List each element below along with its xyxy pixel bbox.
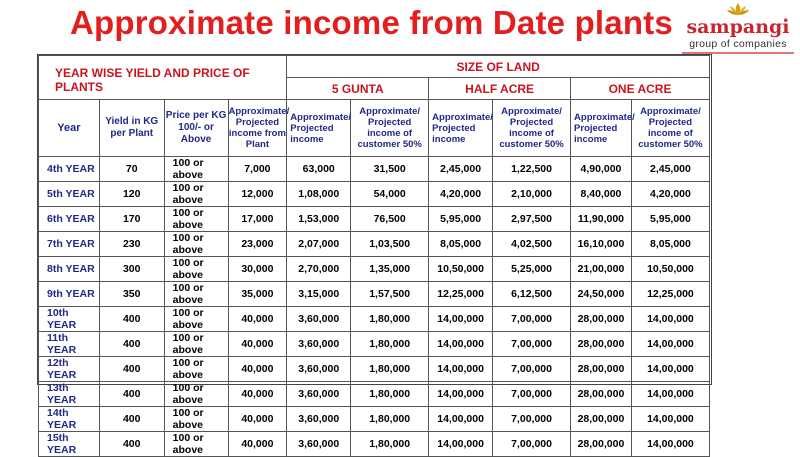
table-cell: 100 or above bbox=[164, 332, 228, 357]
table-cell: 14,00,000 bbox=[429, 357, 493, 382]
table-cell: 400 bbox=[99, 432, 164, 457]
table-cell: 100 or above bbox=[164, 407, 228, 432]
table-cell: 3,60,000 bbox=[287, 382, 351, 407]
table-cell: 14th YEAR bbox=[39, 407, 100, 432]
table-cell: 14,00,000 bbox=[429, 332, 493, 357]
table-row bbox=[39, 332, 710, 357]
table-cell: 6th YEAR bbox=[39, 207, 100, 232]
table-row bbox=[39, 432, 710, 457]
table-cell: 28,00,000 bbox=[571, 407, 632, 432]
table-cell: 9th YEAR bbox=[39, 282, 100, 307]
table-row bbox=[39, 282, 710, 307]
table-cell: 28,00,000 bbox=[571, 382, 632, 407]
table-cell: 14,00,000 bbox=[631, 357, 709, 382]
table-cell: 100 or above bbox=[164, 232, 228, 257]
table-cell: 14,00,000 bbox=[429, 382, 493, 407]
table-cell: 100 or above bbox=[164, 157, 228, 182]
land-size-one-acre: ONE ACRE bbox=[571, 78, 710, 100]
table-cell: 1,22,500 bbox=[493, 157, 571, 182]
logo-subtitle: group of companies bbox=[689, 38, 787, 50]
table-cell: 1,35,000 bbox=[351, 257, 429, 282]
table-cell: 14,00,000 bbox=[631, 407, 709, 432]
table-cell: 5,25,000 bbox=[493, 257, 571, 282]
table-cell: 7,00,000 bbox=[493, 307, 571, 332]
table-cell: 1,80,000 bbox=[351, 407, 429, 432]
table-cell: 30,000 bbox=[228, 257, 287, 282]
col-header-halfacre-income: Approximate/ Projected income bbox=[429, 100, 493, 157]
col-header-5gunta-income: Approximate/ Projected income bbox=[287, 100, 351, 157]
table-cell: 40,000 bbox=[228, 407, 287, 432]
table-cell: 2,10,000 bbox=[493, 182, 571, 207]
table-cell: 14,00,000 bbox=[429, 432, 493, 457]
company-logo bbox=[678, 2, 798, 58]
table-row bbox=[39, 157, 710, 182]
table-cell: 7,00,000 bbox=[493, 407, 571, 432]
table-cell: 28,00,000 bbox=[571, 332, 632, 357]
table-cell: 7th YEAR bbox=[39, 232, 100, 257]
table-cell: 14,00,000 bbox=[631, 332, 709, 357]
table-cell: 100 or above bbox=[164, 257, 228, 282]
table-cell: 100 or above bbox=[164, 382, 228, 407]
table-cell: 11,90,000 bbox=[571, 207, 632, 232]
table-cell: 5,95,000 bbox=[631, 207, 709, 232]
col-header-oneacre-income: Approximate/ Projected income bbox=[571, 100, 632, 157]
table-cell: 100 or above bbox=[164, 357, 228, 382]
table-cell: 3,60,000 bbox=[287, 332, 351, 357]
table-cell: 230 bbox=[99, 232, 164, 257]
table-cell: 2,70,000 bbox=[287, 257, 351, 282]
table-row bbox=[39, 182, 710, 207]
table-cell: 7,00,000 bbox=[493, 332, 571, 357]
col-header-5gunta-customer: Approximate/ Projected income of customer 50% bbox=[351, 100, 429, 157]
table-cell: 100 or above bbox=[164, 307, 228, 332]
table-cell: 14,00,000 bbox=[429, 407, 493, 432]
table-cell: 40,000 bbox=[228, 307, 287, 332]
table-cell: 8th YEAR bbox=[39, 257, 100, 282]
table-cell: 76,500 bbox=[351, 207, 429, 232]
table-cell: 400 bbox=[99, 307, 164, 332]
table-cell: 40,000 bbox=[228, 382, 287, 407]
table-cell: 15th YEAR bbox=[39, 432, 100, 457]
table-cell: 35,000 bbox=[228, 282, 287, 307]
table-cell: 17,000 bbox=[228, 207, 287, 232]
table-cell: 400 bbox=[99, 357, 164, 382]
table-cell: 10,50,000 bbox=[429, 257, 493, 282]
table-cell: 5th YEAR bbox=[39, 182, 100, 207]
table-cell: 2,07,000 bbox=[287, 232, 351, 257]
table-cell: 3,60,000 bbox=[287, 407, 351, 432]
table-cell: 31,500 bbox=[351, 157, 429, 182]
table-cell: 3,15,000 bbox=[287, 282, 351, 307]
table-cell: 100 or above bbox=[164, 432, 228, 457]
table-cell: 14,00,000 bbox=[631, 432, 709, 457]
table-cell: 14,00,000 bbox=[631, 382, 709, 407]
table-cell: 54,000 bbox=[351, 182, 429, 207]
income-table-frame bbox=[37, 54, 712, 456]
table-cell: 3,60,000 bbox=[287, 307, 351, 332]
page-title: Approximate income from Date plants bbox=[70, 4, 673, 41]
table-cell: 350 bbox=[99, 282, 164, 307]
table-cell: 14,00,000 bbox=[429, 307, 493, 332]
table-cell: 4,20,000 bbox=[631, 182, 709, 207]
table-row bbox=[39, 382, 710, 407]
table-cell: 1,80,000 bbox=[351, 382, 429, 407]
land-size-5-gunta: 5 GUNTA bbox=[287, 78, 429, 100]
table-cell: 63,000 bbox=[287, 157, 351, 182]
table-cell: 1,80,000 bbox=[351, 307, 429, 332]
table-cell: 24,50,000 bbox=[571, 282, 632, 307]
table-cell: 28,00,000 bbox=[571, 432, 632, 457]
table-cell: 100 or above bbox=[164, 182, 228, 207]
col-header-halfacre-customer: Approximate/ Projected income of customer 50% bbox=[493, 100, 571, 157]
table-cell: 14,00,000 bbox=[631, 307, 709, 332]
table-cell: 40,000 bbox=[228, 332, 287, 357]
income-table bbox=[38, 55, 710, 457]
income-table-body bbox=[39, 157, 710, 457]
size-of-land-header: SIZE OF LAND bbox=[287, 56, 710, 78]
col-header-price: Price per KG 100/- or Above bbox=[164, 100, 228, 157]
table-cell: 7,00,000 bbox=[493, 382, 571, 407]
table-cell: 400 bbox=[99, 332, 164, 357]
table-cell: 7,000 bbox=[228, 157, 287, 182]
table-cell: 7,00,000 bbox=[493, 432, 571, 457]
table-cell: 100 or above bbox=[164, 207, 228, 232]
logo-name: sampangi bbox=[686, 16, 790, 38]
table-cell: 8,05,000 bbox=[631, 232, 709, 257]
table-cell: 3,60,000 bbox=[287, 432, 351, 457]
table-cell: 12th YEAR bbox=[39, 357, 100, 382]
table-cell: 12,25,000 bbox=[429, 282, 493, 307]
table-cell: 4,02,500 bbox=[493, 232, 571, 257]
table-cell: 1,03,500 bbox=[351, 232, 429, 257]
table-row bbox=[39, 307, 710, 332]
col-header-yield: Yield in KG per Plant bbox=[99, 100, 164, 157]
table-cell: 7,00,000 bbox=[493, 357, 571, 382]
table-cell: 11th YEAR bbox=[39, 332, 100, 357]
table-cell: 23,000 bbox=[228, 232, 287, 257]
table-cell: 10,50,000 bbox=[631, 257, 709, 282]
table-cell: 8,05,000 bbox=[429, 232, 493, 257]
table-cell: 5,95,000 bbox=[429, 207, 493, 232]
table-cell: 3,60,000 bbox=[287, 357, 351, 382]
table-cell: 100 or above bbox=[164, 282, 228, 307]
lotus-icon bbox=[726, 2, 750, 16]
table-cell: 6,12,500 bbox=[493, 282, 571, 307]
table-cell: 1,80,000 bbox=[351, 332, 429, 357]
table-cell: 16,10,000 bbox=[571, 232, 632, 257]
table-cell: 8,40,000 bbox=[571, 182, 632, 207]
table-cell: 4,20,000 bbox=[429, 182, 493, 207]
table-cell: 28,00,000 bbox=[571, 357, 632, 382]
table-cell: 12,25,000 bbox=[631, 282, 709, 307]
table-cell: 300 bbox=[99, 257, 164, 282]
table-cell: 170 bbox=[99, 207, 164, 232]
table-row bbox=[39, 407, 710, 432]
table-cell: 10th YEAR bbox=[39, 307, 100, 332]
table-cell: 4th YEAR bbox=[39, 157, 100, 182]
col-header-oneacre-customer: Approximate/ Projected income of customer 50% bbox=[631, 100, 709, 157]
table-row bbox=[39, 257, 710, 282]
table-cell: 40,000 bbox=[228, 357, 287, 382]
yield-price-header: YEAR WISE YIELD AND PRICE OF PLANTS bbox=[39, 56, 287, 100]
table-cell: 1,80,000 bbox=[351, 432, 429, 457]
table-cell: 2,45,000 bbox=[429, 157, 493, 182]
table-cell: 400 bbox=[99, 382, 164, 407]
table-cell: 40,000 bbox=[228, 432, 287, 457]
col-header-plant-income: Approximate/ Projected income from Plant bbox=[228, 100, 287, 157]
table-row bbox=[39, 232, 710, 257]
table-row bbox=[39, 207, 710, 232]
table-cell: 13th YEAR bbox=[39, 382, 100, 407]
table-cell: 28,00,000 bbox=[571, 307, 632, 332]
table-cell: 70 bbox=[99, 157, 164, 182]
col-header-year: Year bbox=[39, 100, 100, 157]
table-cell: 1,08,000 bbox=[287, 182, 351, 207]
table-cell: 400 bbox=[99, 407, 164, 432]
table-cell: 1,53,000 bbox=[287, 207, 351, 232]
table-cell: 1,57,500 bbox=[351, 282, 429, 307]
table-cell: 21,00,000 bbox=[571, 257, 632, 282]
table-cell: 120 bbox=[99, 182, 164, 207]
table-cell: 12,000 bbox=[228, 182, 287, 207]
table-cell: 2,97,500 bbox=[493, 207, 571, 232]
land-size-half-acre: HALF ACRE bbox=[429, 78, 571, 100]
table-cell: 1,80,000 bbox=[351, 357, 429, 382]
table-cell: 4,90,000 bbox=[571, 157, 632, 182]
table-cell: 2,45,000 bbox=[631, 157, 709, 182]
table-row bbox=[39, 357, 710, 382]
